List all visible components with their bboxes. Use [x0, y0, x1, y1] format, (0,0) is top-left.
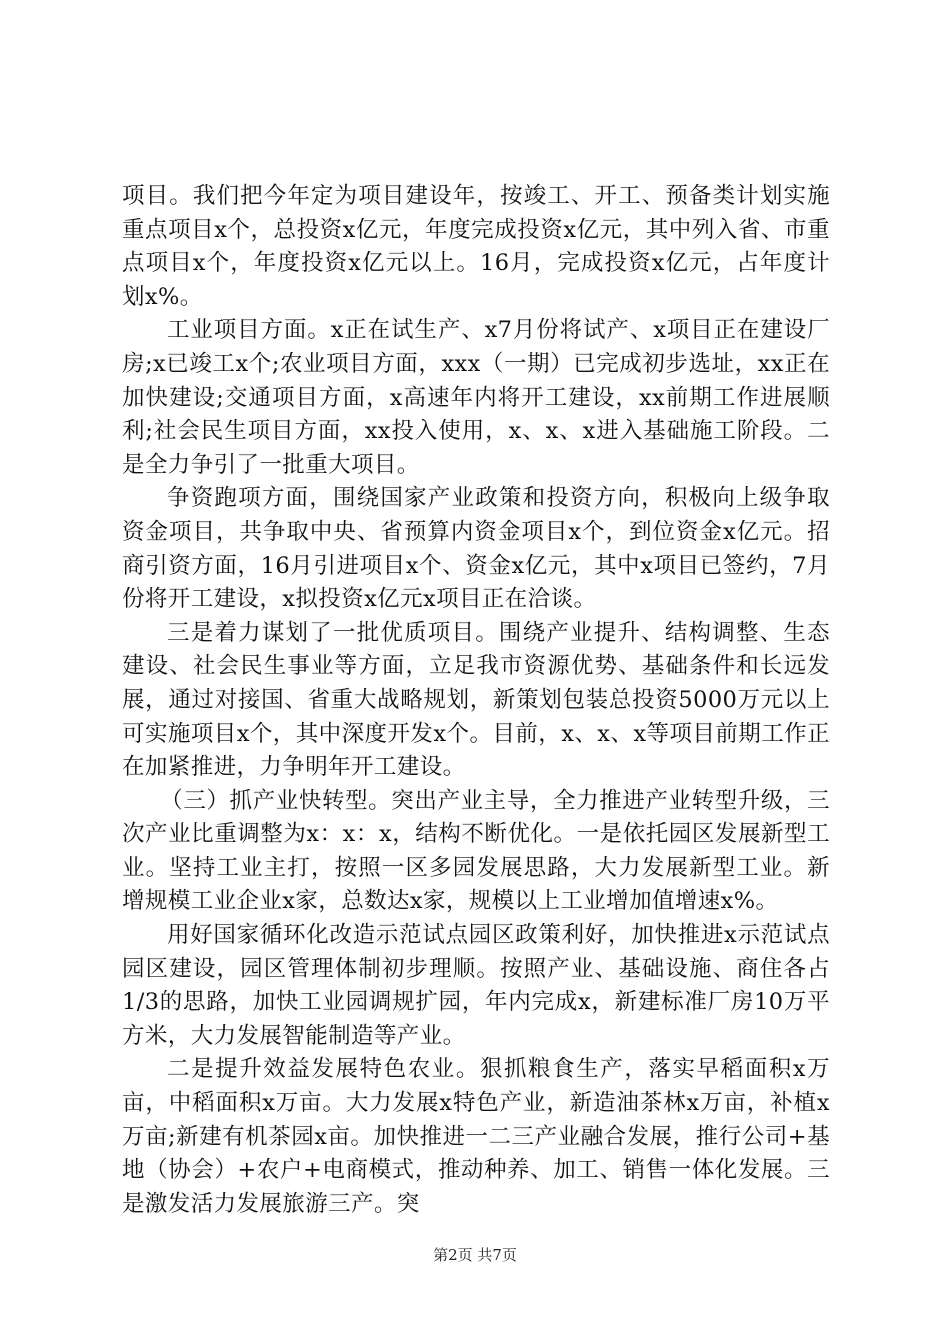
page-number-footer: 第2页 共7页 — [433, 1246, 517, 1264]
paragraph-circular-park: 用好国家循环化改造示范试点园区政策利好，加快推进x示范试点园区建设，园区管理体制初步理顺。按照产业、基础设施、商住各占1/3的思路，加快工业园调规扩园，年内完成x，新建标准厂房10万平方米，大力发展智能制造等产业。 — [122, 922, 830, 1049]
paragraph-quality-projects: 三是着力谋划了一批优质项目。围绕产业提升、结构调整、生态建设、社会民生事业等方面，立足我市资源优势、基础条件和长远发展，通过对接国、省重大战略规划，新策划包装总投资5000万元以上可实施项目x个，其中深度开发x个。目前，x、x、x等项目前期工作正在加紧推进，力争明年开工建设。 — [122, 619, 830, 781]
paragraph-industry-transformation: （三）抓产业快转型。突出产业主导，全力推进产业转型升级，三次产业比重调整为x：x：x，结构不断优化。一是依托园区发展新型工业。坚持工业主打，按照一区多园发展思路，大力发展新型工业。新增规模工业企业x家，总数达x家，规模以上工业增加值增速x%。 — [122, 787, 830, 915]
paragraph-funding-investment: 争资跑项方面，围绕国家产业政策和投资方向，积极向上级争取资金项目，共争取中央、省预算内资金项目x个，到位资金x亿元。招商引资方面，16月引进项目x个、资金x亿元，其中x项目已签约，7月份将开工建设，x拟投资x亿元x项目正在洽谈。 — [122, 485, 830, 613]
paragraph-industrial-projects: 工业项目方面。x正在试生产、x7月份将试产、x项目正在建设厂房;x已竣工x个;农业项目方面，xxx（一期）已完成初步选址，xx正在加快建设;交通项目方面，x高速年内将开工建设，xx前期工作进展顺利;社会民生项目方面，xx投入使用，x、x、x进入基础施工阶段。二是全力争引了一批重大项目。 — [122, 317, 830, 478]
document-body — [122, 180, 830, 1221]
paragraph-project-overview: 项目。我们把今年定为项目建设年，按竣工、开工、预备类计划实施重点项目x个，总投资x亿元，年度完成投资x亿元，其中列入省、市重点项目x个，年度投资x亿元以上。16月，完成投资x亿元，占年度计划x%。 — [122, 183, 830, 310]
paragraph-specialty-agriculture: 二是提升效益发展特色农业。狠抓粮食生产，落实早稻面积x万亩，中稻面积x万亩。大力发展x特色产业，新造油茶林x万亩，补植x万亩;新建有机茶园x亩。加快推进一二三产业融合发展，推行公司+基地（协会）+农户+电商模式，推动种养、加工、销售一体化发展。三是激发活力发展旅游三产。突 — [122, 1056, 830, 1217]
